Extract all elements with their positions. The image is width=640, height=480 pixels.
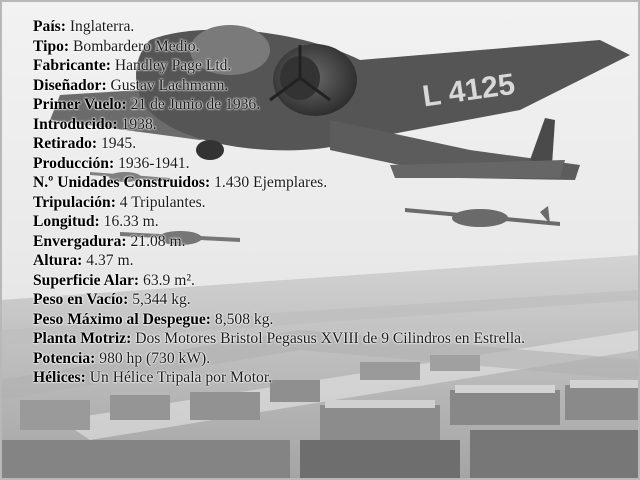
spec-label: Peso en Vacío: [33,291,129,308]
spec-value: 4 Tripulantes. [119,193,206,211]
spec-label: Retirado: [33,135,98,152]
spec-label: Primer Vuelo: [33,96,127,113]
spec-value: 16.33 m. [103,213,159,230]
spec-power [33,349,593,369]
spec-value: Gustav Lachmann. [110,76,229,94]
spec-label: N.º Unidades Construidos: [33,174,211,191]
spec-value: Dos Motores Bristol Pegasus XVIII de 9 Cilindros en Estrella. [135,330,526,347]
spec-type [33,37,593,57]
spec-value: Bombardero Medio. [73,37,200,55]
spec-wing-area [33,271,593,291]
spec-label: Altura: [33,252,83,269]
spec-empty-weight [33,290,593,310]
spec-label: Hélices: [33,369,86,386]
spec-label: Producción: [33,154,115,172]
spec-label: Diseñador: [33,76,107,94]
spec-value: 21 de Junio de 1936. [130,96,261,113]
spec-value: 1.430 Ejemplares. [214,174,328,191]
spec-label: Peso Máximo al Despegue: [33,310,211,328]
spec-label: Planta Motriz: [33,330,132,347]
spec-label: País: [33,18,66,35]
spec-value: 980 hp (730 kW). [99,349,211,367]
spec-wingspan [33,232,593,252]
spec-max-takeoff-weight [33,310,593,330]
spec-height [33,251,593,271]
spec-value: 4.37 m. [86,252,134,269]
spec-powerplant [33,329,573,349]
spec-country [33,17,593,37]
spec-label: Superficie Alar: [33,271,140,289]
spec-value: 1945. [101,135,137,152]
spec-value: Inglaterra. [69,18,135,35]
spec-introduced [33,115,593,135]
spec-retired [33,134,593,154]
spec-value: Handley Page Ltd. [114,57,232,74]
spec-label: Tripulación: [33,193,116,211]
spec-value: 8,508 kg. [214,310,274,328]
spec-crew [33,193,593,213]
spec-label: Longitud: [33,213,100,230]
spec-value: 1936-1941. [118,154,190,172]
spec-label: Tipo: [33,37,70,55]
spec-label: Fabricante: [33,57,111,74]
spec-units-built [33,173,593,193]
spec-value: Un Hélice Tripala por Motor. [89,369,273,386]
spec-label: Envergadura: [33,232,127,250]
spec-value: 1938. [121,115,157,133]
spec-label: Potencia: [33,349,96,367]
spec-production [33,154,593,174]
spec-designer [33,76,593,96]
spec-first-flight [33,95,593,115]
spec-value: 5,344 kg. [132,291,191,308]
spec-value: 63.9 m². [143,271,195,289]
fuselage-marking: L 4125 [420,67,517,114]
spec-propellers [33,368,593,388]
specification-list [33,17,593,388]
spec-label: Introducido: [33,115,118,133]
spec-length [33,212,593,232]
spec-manufacturer [33,56,593,76]
spec-value: 21.08 m. [130,232,186,250]
